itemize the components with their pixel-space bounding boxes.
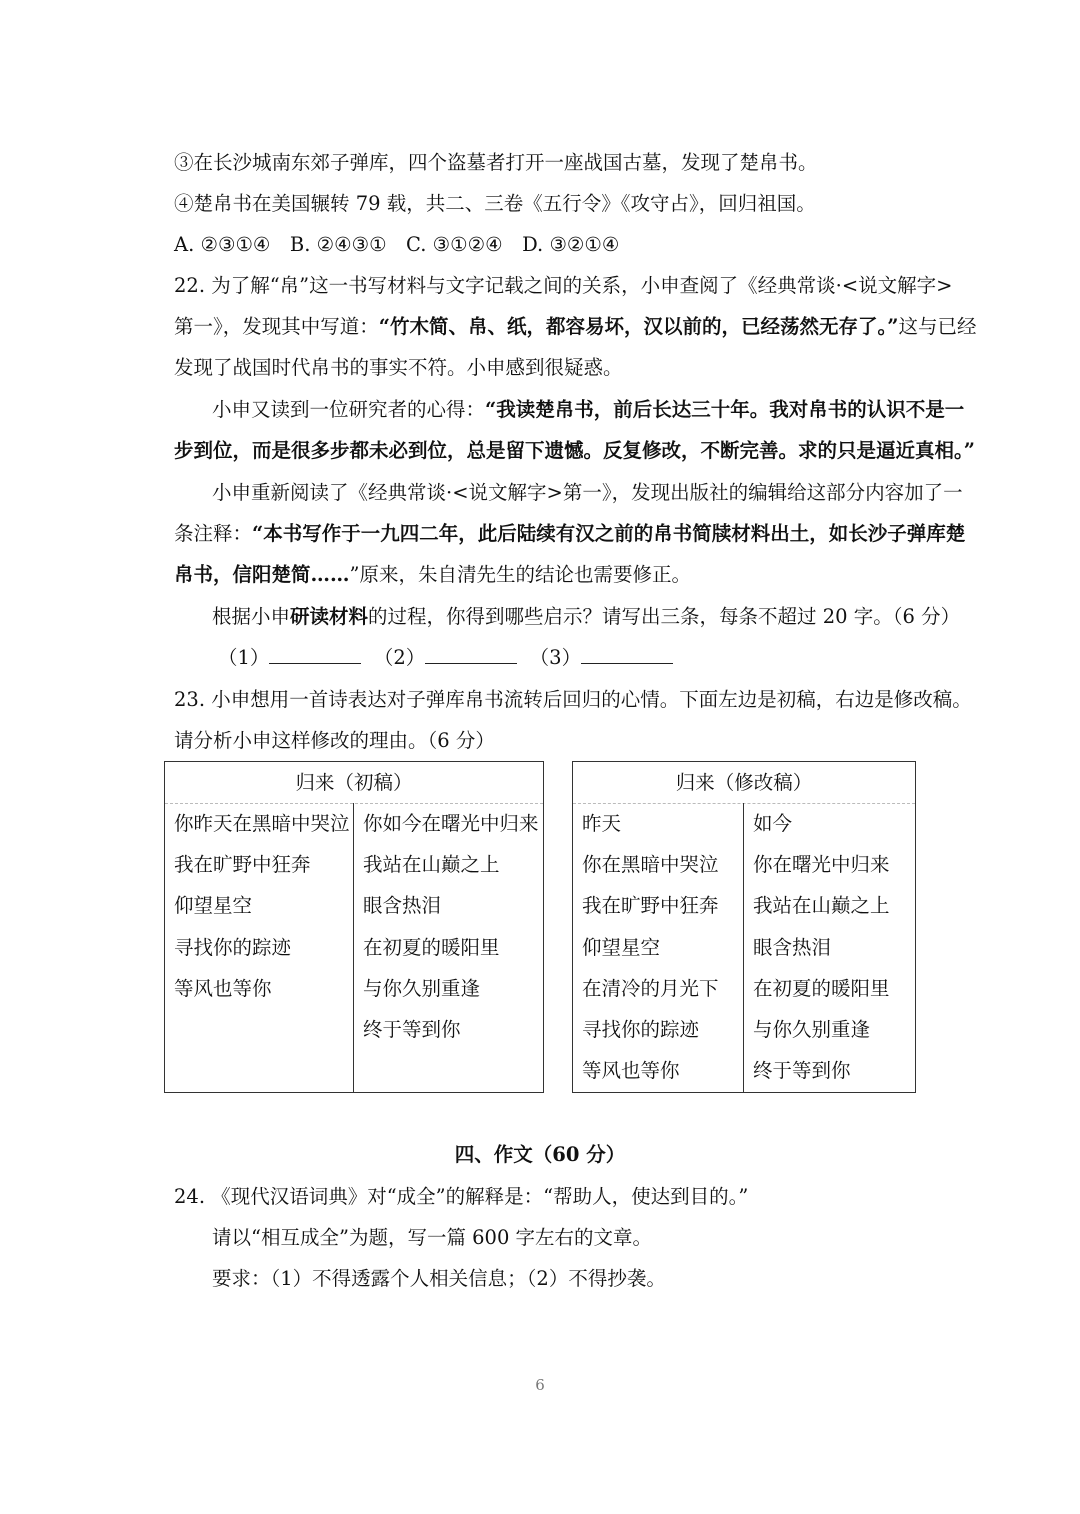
page-number: 6 xyxy=(535,1376,545,1394)
q22-prompt xyxy=(212,603,960,631)
poem-draft-left-col xyxy=(174,809,350,1015)
poem-line: 终于等到你 xyxy=(363,1017,461,1041)
poem-line: 寻找你的踪迹 xyxy=(582,1017,700,1041)
q22-line-3: 发现了战国时代帛书的事实不符。小申感到很疑惑。 xyxy=(174,356,623,379)
section-4-heading: 四、作文（60 分） xyxy=(454,1143,626,1166)
q22-line-4-a: 小申又读到一位研究者的心得： xyxy=(212,398,486,421)
poem-line: 眼含热泪 xyxy=(363,894,442,918)
q22-line-6: 小申重新阅读了《经典常谈·<说文解字>第一》，发现出版社的编辑给这部分内容加了一 xyxy=(212,481,963,504)
blank-label-1: （1） xyxy=(218,646,270,669)
poem-line: 眼含热泪 xyxy=(753,935,832,959)
poem-draft-table xyxy=(164,761,544,1093)
poem-line: 在初夏的暖阳里 xyxy=(363,935,500,959)
poem-line: 你在曙光中归来 xyxy=(753,853,890,877)
q22-line-2-a: 第一》，发现其中写道： xyxy=(174,315,379,338)
answer-blank-2[interactable] xyxy=(425,645,517,664)
q22-line-7-a: 条注释： xyxy=(174,522,253,545)
q22-line-2 xyxy=(174,313,976,341)
poem-line: 与你久别重逢 xyxy=(753,1017,871,1041)
q21-item-3: ③在长沙城南东郊子弹库，四个盗墓者打开一座战国古墓，发现了楚帛书。 xyxy=(174,151,818,174)
poem-line: 我在旷野中狂奔 xyxy=(174,853,311,877)
q22-quote-zhuziqing: “竹木简、帛、纸，都容易坏，汉以前的，已经荡然无存了。” xyxy=(378,315,899,338)
poem-line: 你昨天在黑暗中哭泣 xyxy=(174,812,350,835)
poem-line: 在初夏的暖阳里 xyxy=(753,976,890,1000)
q22-prompt-bold: 研读材料 xyxy=(290,605,369,628)
q21-options: A. ②③①④ B. ②④③① C. ③①②④ D. ③②①④ xyxy=(174,233,620,256)
q22-line-2-c: 这与已经 xyxy=(898,315,977,338)
q22-quote-editor-note: “本书写作于一九四二年，此后陆续有汉之前的帛书简牍材料出土，如长沙子弹库楚 xyxy=(252,522,966,545)
poem-revised-left-col xyxy=(582,809,719,1097)
poem-draft-title: 归来（初稿） xyxy=(165,762,543,804)
column-divider xyxy=(353,803,354,1092)
poem-line: 与你久别重逢 xyxy=(363,976,481,1000)
q22-line-7 xyxy=(174,520,965,548)
q22-quote-editor-note-end: 帛书，信阳楚简…… xyxy=(174,563,350,586)
q22-line-8 xyxy=(174,561,691,589)
q22-prompt-c: 的过程，你得到哪些启示？请写出三条，每条不超过 20 字。（6 分） xyxy=(368,605,961,628)
q24-line-2: 请以“相互成全”为题，写一篇 600 字左右的文章。 xyxy=(212,1226,653,1249)
q22-prompt-a: 根据小申 xyxy=(212,605,291,628)
poem-line: 如今 xyxy=(753,812,793,835)
q23-line-2: 请分析小申这样修改的理由。（6 分） xyxy=(174,729,495,752)
poem-line: 仰望星空 xyxy=(582,935,661,959)
poem-line: 在清冷的月光下 xyxy=(582,976,719,1000)
q22-line-5: 步到位，而是很多步都未必到位，总是留下遗憾。反复修改，不断完善。求的只是逼近真相。” xyxy=(174,439,975,462)
q22-line-1: 22. 为了解“帛”这一书写材料与文字记载之间的关系，小申查阅了《经典常谈·<说文解字> xyxy=(174,274,953,297)
q24-line-1: 24. 《现代汉语词典》对“成全”的解释是：“帮助人，使达到目的。” xyxy=(174,1185,749,1208)
q24-line-3: 要求：（1）不得透露个人相关信息；（2）不得抄袭。 xyxy=(212,1267,666,1290)
poem-line: 你如今在曙光中归来 xyxy=(363,812,539,835)
poem-revised-title: 归来（修改稿） xyxy=(573,762,915,804)
poem-line: 等风也等你 xyxy=(582,1059,680,1083)
poem-line: 终于等到你 xyxy=(753,1059,851,1083)
poem-line: 等风也等你 xyxy=(174,976,272,1000)
poem-line: 寻找你的踪迹 xyxy=(174,935,292,959)
blank-label-2: （2） xyxy=(373,646,426,669)
q22-answer-blanks xyxy=(218,644,673,672)
blank-label-3: （3） xyxy=(529,646,582,669)
poem-draft-right-col xyxy=(363,809,539,1056)
poem-line: 仰望星空 xyxy=(174,894,253,918)
column-divider xyxy=(743,803,744,1092)
poem-revised-table xyxy=(572,761,916,1093)
answer-blank-3[interactable] xyxy=(581,645,673,664)
answer-blank-1[interactable] xyxy=(269,645,361,664)
poem-line: 昨天 xyxy=(582,812,622,835)
poem-line: 我在旷野中狂奔 xyxy=(582,894,719,918)
poem-line: 我站在山巅之上 xyxy=(753,894,890,918)
q22-line-8-b: ”原来，朱自清先生的结论也需要修正。 xyxy=(349,563,691,586)
q21-item-4: ④楚帛书在美国辗转 79 载，共二、三卷《五行令》《攻守占》，回归祖国。 xyxy=(174,192,816,215)
poem-line: 你在黑暗中哭泣 xyxy=(582,853,719,877)
poem-revised-right-col xyxy=(753,809,890,1097)
q23-line-1: 23. 小申想用一首诗表达对子弹库帛书流转后回归的心情。下面左边是初稿，右边是修改稿。 xyxy=(174,688,972,711)
poem-line: 我站在山巅之上 xyxy=(363,853,500,877)
q22-line-4 xyxy=(212,396,964,424)
q22-quote-researcher: “我读楚帛书，前后长达三十年。我对帛书的认识不是一 xyxy=(485,398,965,421)
